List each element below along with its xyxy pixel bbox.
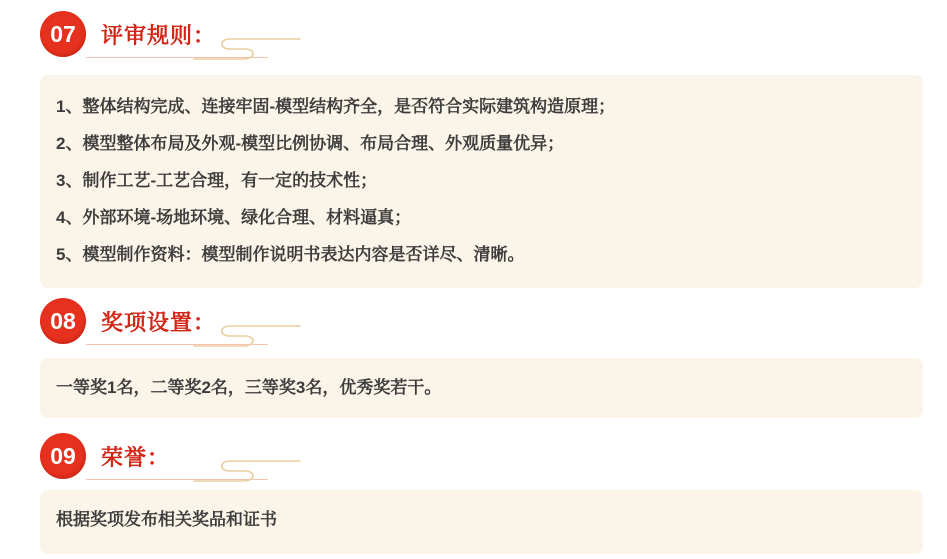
rule-item: 1、整体结构完成、连接牢固-模型结构齐全，是否符合实际建筑构造原理； xyxy=(56,97,616,116)
section-09-title: 荣誉： xyxy=(101,444,171,470)
section-07-number-badge: 07 xyxy=(40,11,86,57)
honor-box xyxy=(40,490,923,554)
rule-item: 4、外部环境-场地环境、绿化合理、材料逼真； xyxy=(56,208,412,227)
title-underline xyxy=(86,479,268,480)
rule-item: 5、模型制作资料：模型制作说明书表达内容是否详尽、清晰。 xyxy=(56,245,525,264)
section-07-title: 评审规则： xyxy=(101,22,217,48)
rule-item: 2、模型整体布局及外观-模型比例协调、布局合理、外观质量优异； xyxy=(56,134,565,153)
section-08-number-badge: 08 xyxy=(40,298,86,344)
cloud-swirl-icon xyxy=(190,457,302,485)
section-08-title: 奖项设置： xyxy=(101,309,217,335)
review-rules-box xyxy=(40,75,923,288)
section-07-header xyxy=(40,11,923,57)
section-review-rules xyxy=(40,11,923,288)
section-09-header xyxy=(40,433,923,479)
awards-box xyxy=(40,358,923,418)
rule-item: 3、制作工艺-工艺合理，有一定的技术性； xyxy=(56,171,378,190)
section-09-number-badge: 09 xyxy=(40,433,86,479)
honor-text: 根据奖项发布相关奖品和证书 xyxy=(56,510,277,529)
section-honor xyxy=(40,433,923,554)
awards-text: 一等奖1名，二等奖2名，三等奖3名，优秀奖若干。 xyxy=(56,378,442,397)
title-underline xyxy=(86,344,268,345)
section-awards xyxy=(40,298,923,418)
title-underline xyxy=(86,57,268,58)
section-08-header xyxy=(40,298,923,344)
